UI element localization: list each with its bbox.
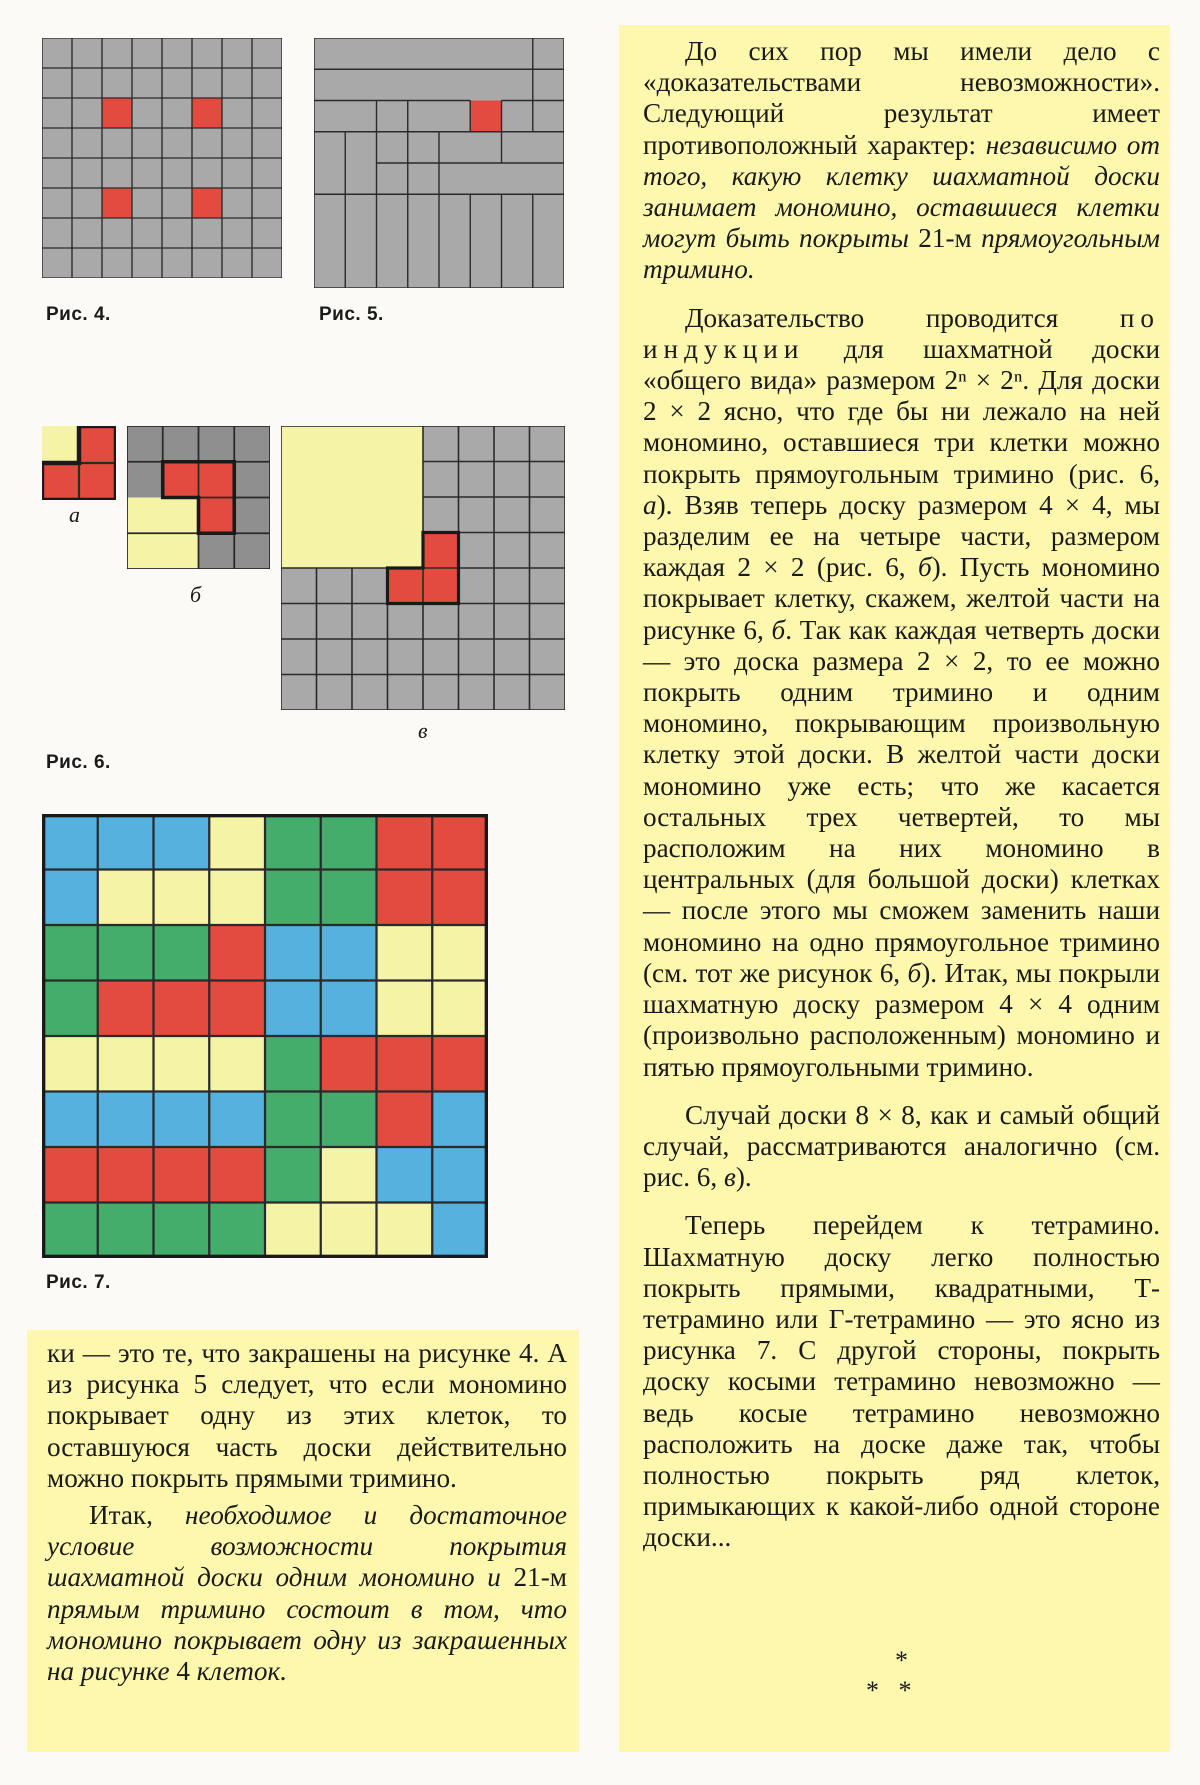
yellow-cell bbox=[42, 426, 79, 463]
red-cell bbox=[192, 188, 222, 218]
figure-6v-label: в bbox=[418, 718, 428, 743]
figure-6a-label: а bbox=[69, 502, 80, 527]
figure-6v-svg bbox=[281, 426, 565, 710]
paragraph-2: Доказательство проводится по индукции для шахматной доски «общего вида» размером 2ⁿ × 2ⁿ. Для доски 2 × 2 ясно, что где бы ни лежало на ней мономино, оставшиеся три клетки можно покрыть прямоугольным тримино (рис. 6, а). Взяв теперь доску размером 4 × 4, мы разделим ее на четыре части, размером каждая 2 × 2 (рис. 6, б). Пусть мономино покрывает клетку, скажем, желтой части на рисунке 6, б. Так как каждая четверть доски — это доска размера 2 × 2, то ее можно покрыть одним тримино и одним мономино, покрывающим произвольную клетку этой доски. В желтой части доски мономино уже есть; что же касается остальных трех четвертей, то мы расположим на них мономино в центральных (для большой доски) клетках — после этого мы сможем заменить наши мономино на одно прямоугольное тримино (см. тот же рисунок 6, б). Итак, мы покрыли шахматную доску размером 4 × 4 одним (произвольно расположенным) мономино и пятью прямоугольными тримино. bbox=[643, 302, 1161, 1082]
lower-paragraph-1: ки — это те, что закрашены на рисунке 4. А из рисунка 5 следует, что если мономино покрывает одну из этих клеток, то оставшуюся часть доски действительно можно покрыть прямыми тримино. bbox=[47, 1338, 567, 1493]
right-text-column bbox=[643, 36, 1160, 1571]
figure-6b-label: б bbox=[190, 582, 202, 607]
paragraph-4: Теперь перейдем к тетрамино. Шахматную доску легко полностью покрыть прямыми, квадратными, Т-тетрамино или Г-тетрамино — это ясно из рисунка 7. С другой стороны, покрыть доску косыми тетрамино невозможно — ведь косые тетрамино невозможно расположить на доске даже так, чтобы полностью покрыть ряд клеток, примыкающих к какой-либо одной стороне доски... bbox=[643, 1210, 1160, 1553]
tromino-part bbox=[42, 463, 79, 500]
paragraph-1: До сих пор мы имели дело с «доказательствами невозможности». Следующий результат имеет противоположный характер: независимо от того, какую клетку шахматной доски занимает мономино, оставшиеся клетки могут быть покрыты 21-м прямоугольным тримино. bbox=[643, 36, 1161, 285]
figure-4-caption: Рис. 4. bbox=[46, 304, 111, 325]
figure-5-board bbox=[314, 38, 564, 288]
figure-6-caption: Рис. 6. bbox=[46, 752, 111, 773]
red-cell bbox=[102, 98, 132, 128]
section-break-top: * bbox=[895, 1646, 908, 1675]
yellow-quarter bbox=[281, 426, 423, 568]
central-tromino bbox=[199, 498, 235, 534]
figure-6v-board bbox=[281, 426, 565, 710]
figure-5-caption: Рис. 5. bbox=[319, 304, 384, 325]
figure-6a-svg bbox=[42, 426, 116, 500]
figure-7-caption: Рис. 7. bbox=[46, 1272, 111, 1293]
figure-6a-board bbox=[42, 426, 116, 500]
figure-5-svg bbox=[314, 38, 564, 288]
red-cell bbox=[192, 98, 222, 128]
section-break-bottom: * * bbox=[866, 1676, 912, 1705]
figure-4-svg bbox=[42, 38, 282, 278]
paragraph-3: Случай доски 8 × 8, как и самый общий случай, рассматриваются аналогично (см. рис. 6, в). bbox=[643, 1099, 1160, 1193]
figure-7-svg bbox=[42, 814, 488, 1258]
central-tromino bbox=[423, 533, 459, 569]
red-cell bbox=[102, 188, 132, 218]
figure-6b-board bbox=[127, 426, 270, 569]
figure-4-board bbox=[42, 38, 282, 278]
monomino-cell bbox=[470, 101, 501, 132]
figure-7-board bbox=[42, 814, 488, 1258]
figure-6b-svg bbox=[127, 426, 270, 569]
lower-paragraph-2: Итак, необходимое и достаточное условие возможности покрытия шахматной доски одним мономино и 21-м прямым тримино состоит в том, что мономино покрывает одну из закрашенных на рисунке 4 клеток. bbox=[47, 1500, 567, 1687]
lower-text-column bbox=[47, 1338, 567, 1687]
